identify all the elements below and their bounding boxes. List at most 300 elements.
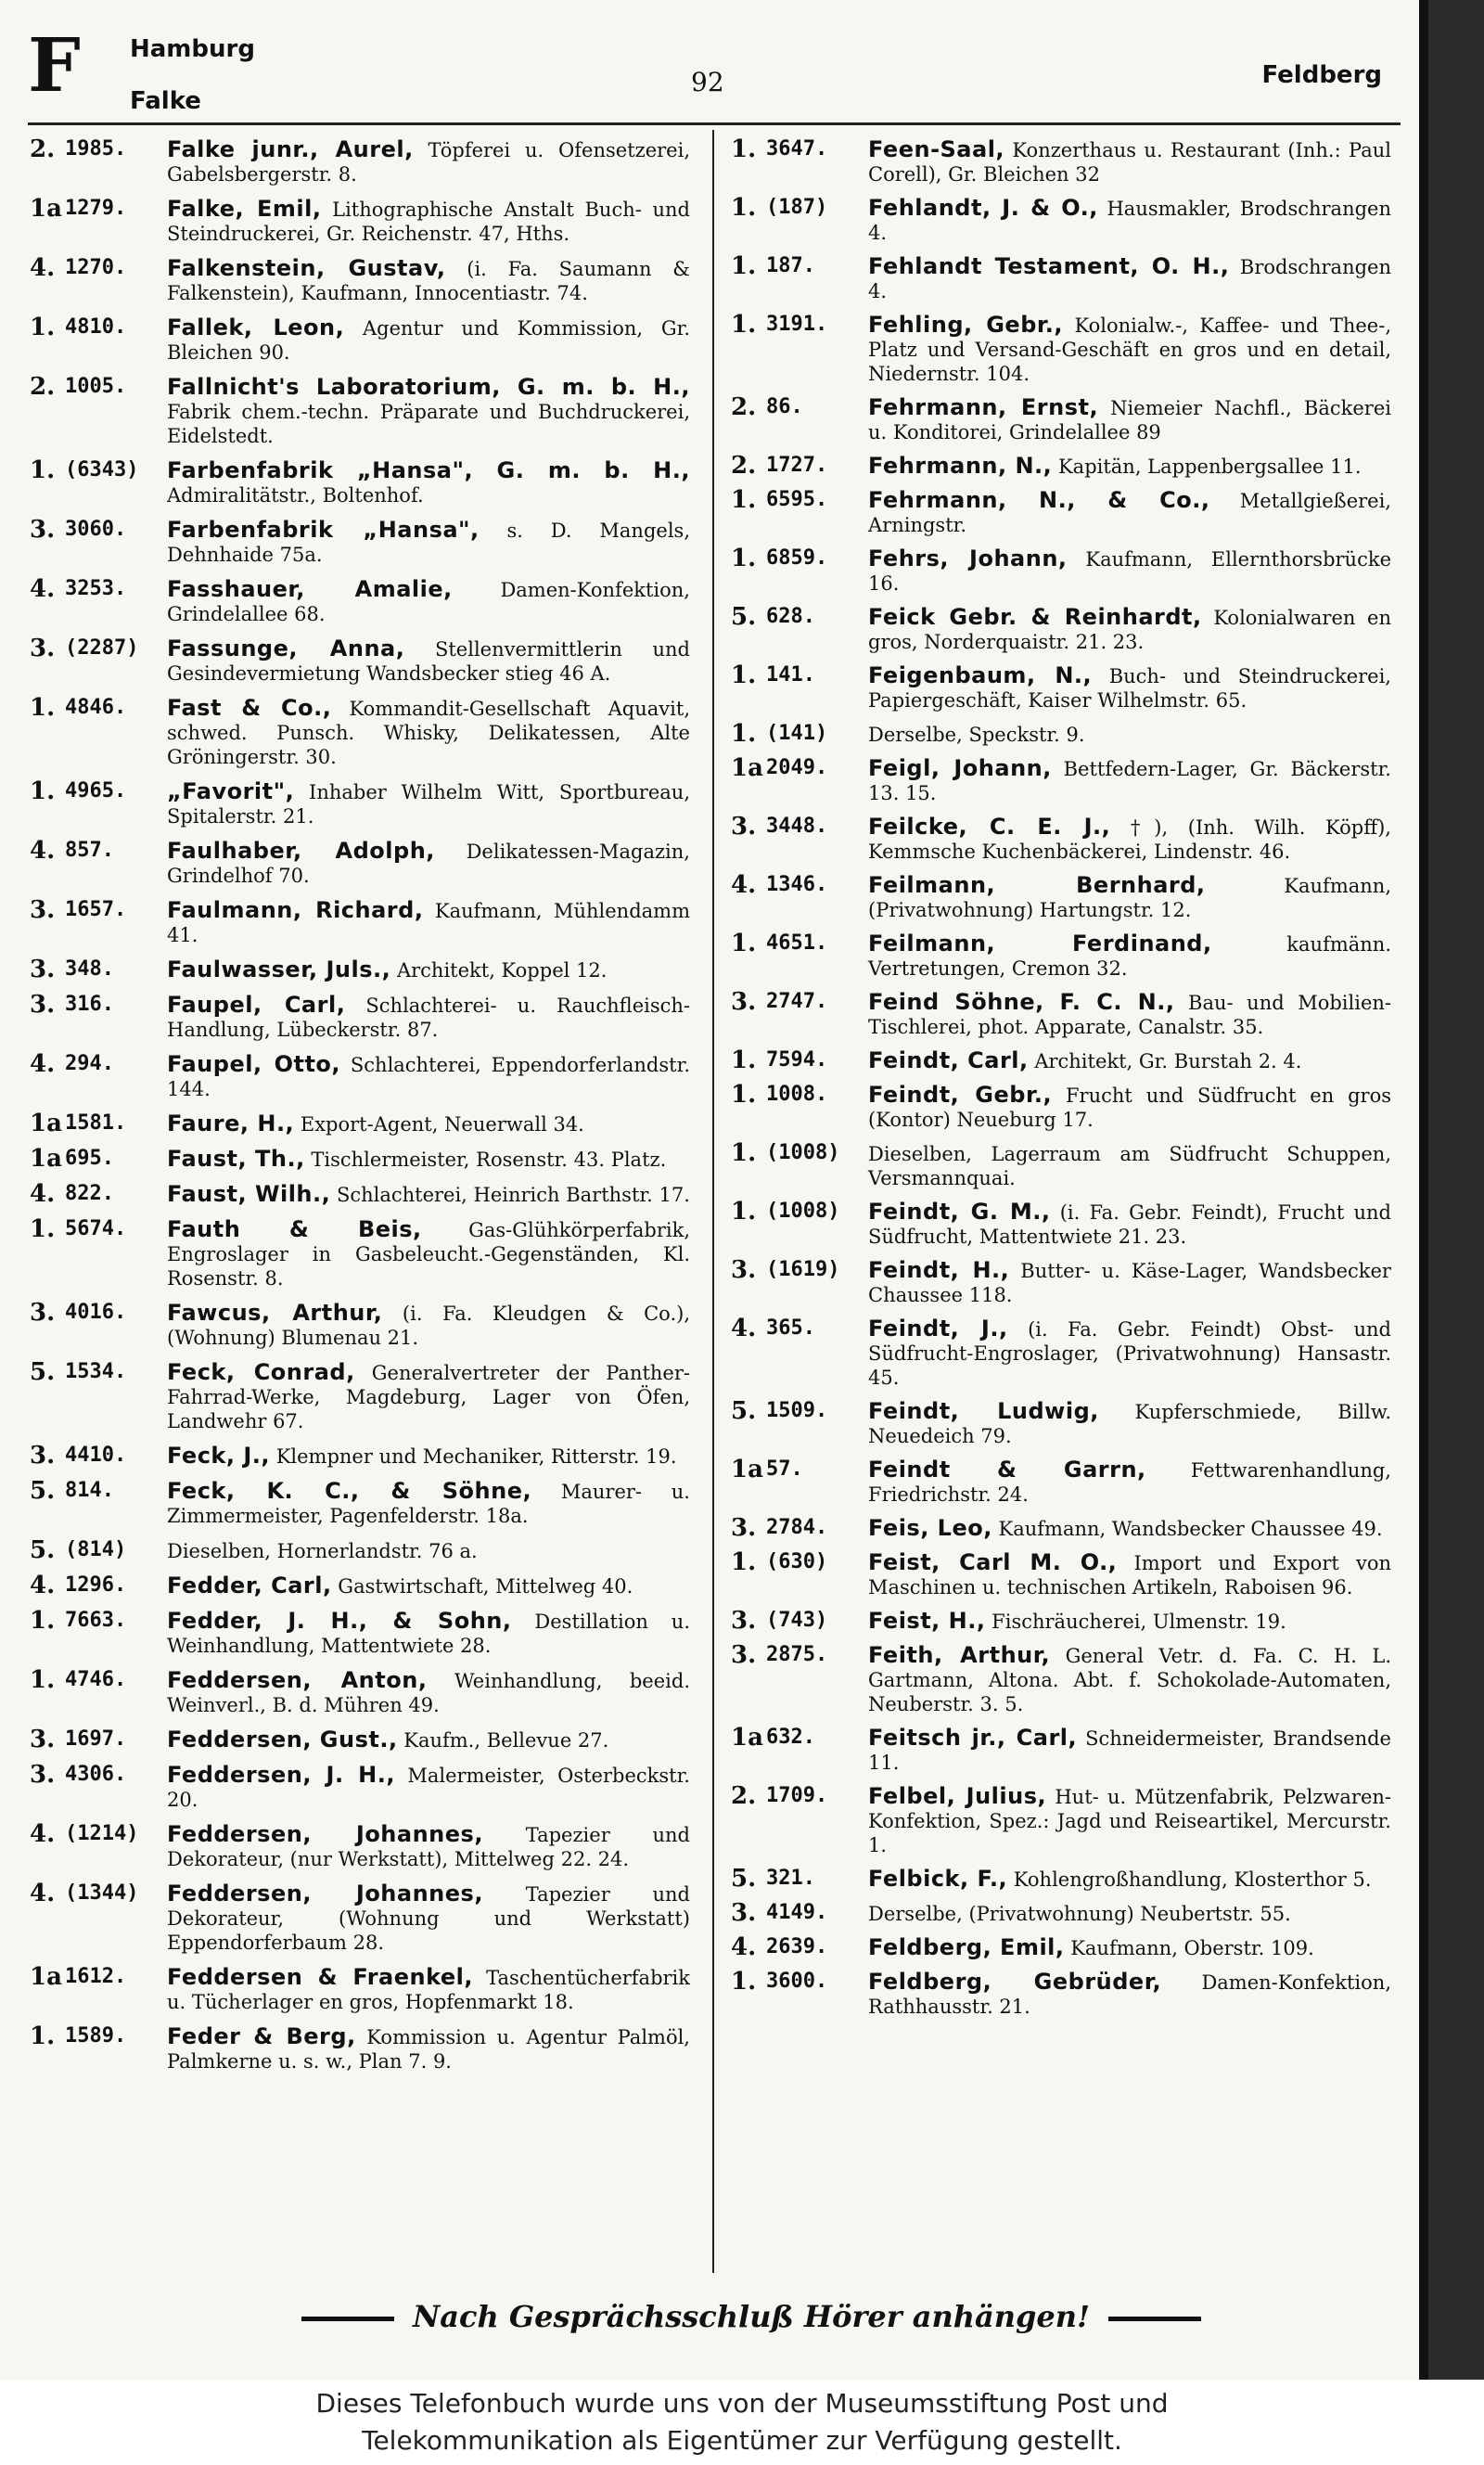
entry-body: [167, 636, 690, 686]
entry-details: Schlachterei, Eppendorferlandstr. 144.: [167, 1054, 690, 1100]
exchange-group: 2.: [30, 135, 56, 163]
entry-name: Farbenfabrik „Hansa", G. m. b. H.,: [167, 457, 690, 483]
phone-number: 3253.: [65, 577, 127, 600]
directory-entry: [731, 1048, 1391, 1073]
entry-details: †), (Inh. Wilh. Köpff), Kemmsche Kuchenbäckerei, Lindenstr. 46.: [868, 816, 1391, 863]
entry-details: Kommission u. Agentur Palmöl, Palmkerne u. s. w., Plan 7. 9.: [167, 2026, 690, 2073]
entry-name: Feck, Conrad,: [167, 1359, 355, 1385]
entry-body: [167, 1822, 690, 1871]
entry-name: Feilmann, Ferdinand,: [868, 931, 1212, 956]
entry-body: [167, 518, 690, 567]
entry-details: Dieselben, Lagerraum am Südfrucht Schuppen, Versmannquai.: [868, 1143, 1391, 1189]
directory-entry: [731, 1258, 1391, 1307]
entry-body: [167, 2024, 690, 2073]
directory-entry: [30, 1538, 690, 1563]
entry-body: [167, 1182, 690, 1207]
entry-body: [868, 137, 1391, 186]
directory-entry: [30, 375, 690, 448]
entry-details: General Vetr. d. Fa. C. H. L. Gartmann, Altona. Abt. f. Schokolade-Automaten, Neuberstr. 3. 5.: [868, 1645, 1391, 1715]
exchange-group: 1.: [30, 777, 56, 805]
directory-entry: [731, 546, 1391, 596]
exchange-group: 3.: [731, 988, 757, 1016]
caption-line-1: Dieses Telefonbuch wurde uns von der Museumsstiftung Post und: [315, 2388, 1169, 2419]
directory-entry: [731, 815, 1391, 864]
entry-name: Fehlandt, J. & O.,: [868, 195, 1098, 221]
entry-body: [167, 1301, 690, 1350]
entry-details: Stellenvermittlerin und Gesindevermietung Wandsbecker stieg 46 A.: [167, 638, 690, 685]
entry-body: [868, 756, 1391, 805]
entry-body: [868, 1609, 1391, 1634]
entry-name: Feddersen, Anton,: [167, 1667, 428, 1693]
entry-body: [868, 815, 1391, 864]
exchange-group: 1a: [30, 1110, 62, 1137]
exchange-group: 4.: [30, 254, 56, 282]
entry-details: Architekt, Koppel 12.: [396, 959, 608, 982]
entry-details: Kommandit-Gesellschaft Aquavit, schwed. Punsch. Whisky, Delikatessen, Alte Gröningerstr. 30.: [167, 698, 690, 768]
entry-name: Feilcke, C. E. J.,: [868, 814, 1111, 840]
phone-number: (814): [65, 1538, 127, 1561]
entry-details: Schneidermeister, Brandsende 11.: [868, 1727, 1391, 1774]
entry-name: Fehrmann, N.,: [868, 453, 1053, 479]
adjacent-page-edge: [1419, 0, 1484, 2380]
entry-name: Feindt, J.,: [868, 1316, 1008, 1342]
phone-number: 695.: [65, 1147, 114, 1170]
entry-body: [167, 137, 690, 186]
phone-number: 6859.: [766, 546, 828, 570]
exchange-group: 4.: [731, 871, 757, 899]
entry-details: Kolonialwaren en gros, Norderquaistr. 21. 23.: [868, 607, 1391, 653]
entry-name: Feck, K. C., & Söhne,: [167, 1478, 532, 1504]
exchange-group: 4.: [731, 1933, 757, 1961]
phone-number: 632.: [766, 1726, 815, 1749]
entry-details: Kaufm., Bellevue 27.: [403, 1729, 609, 1752]
directory-entry: [731, 1083, 1391, 1132]
footer-note: [223, 2299, 1280, 2334]
phone-number: 3060.: [65, 518, 127, 541]
page-header: [28, 21, 1401, 121]
phone-number: 4306.: [65, 1763, 127, 1786]
entry-name: Falke, Emil,: [167, 196, 322, 222]
entry-body: [868, 663, 1391, 713]
entry-body: [167, 1147, 690, 1172]
directory-entry: [731, 1457, 1391, 1507]
entry-details: Schlachterei, Heinrich Barthstr. 17.: [336, 1184, 690, 1206]
exchange-group: 1.: [731, 1139, 757, 1167]
phone-number: 1270.: [65, 256, 127, 279]
entry-details: (i. Fa. Gebr. Feindt), Frucht und Südfrucht, Mattentwiete 21. 23.: [868, 1201, 1391, 1248]
exchange-group: 1.: [731, 720, 757, 748]
entry-name: Farbenfabrik „Hansa",: [167, 517, 480, 543]
exchange-group: 3.: [30, 956, 56, 983]
entry-body: [868, 454, 1391, 479]
phone-number: (1344): [65, 1881, 139, 1905]
entry-body: [167, 839, 690, 888]
entry-name: Feder & Berg,: [167, 2023, 356, 2049]
entry-name: Feindt & Garrn,: [868, 1457, 1146, 1483]
entry-name: Fasshauer, Amalie,: [167, 576, 453, 602]
entry-body: [167, 1573, 690, 1598]
entry-body: [868, 1048, 1391, 1073]
entry-details: Inhaber Wilhelm Witt, Sportbureau, Spitalerstr. 21.: [167, 781, 690, 828]
exchange-group: 4.: [30, 1572, 56, 1599]
entry-body: [167, 779, 690, 828]
entry-body: [868, 546, 1391, 596]
entry-name: Feist, Carl M. O.,: [868, 1549, 1118, 1575]
directory-entry: [30, 137, 690, 186]
directory-entry: [731, 1784, 1391, 1857]
exchange-group: 1.: [30, 456, 56, 484]
phone-number: 1346.: [766, 873, 828, 896]
entry-details: Tapezier und Dekorateur, (Wohnung und Werkstatt) Eppendorferbaum 28.: [167, 1883, 690, 1954]
exchange-group: 1.: [30, 1607, 56, 1635]
directory-entry: [30, 1182, 690, 1207]
exchange-group: 5.: [731, 603, 757, 631]
entry-details: Frucht und Südfrucht en gros (Kontor) Neueburg 17.: [868, 1085, 1391, 1131]
directory-entry: [30, 839, 690, 888]
phone-number: 857.: [65, 839, 114, 862]
header-range-start: Falke: [130, 87, 201, 115]
exchange-group: 5.: [731, 1865, 757, 1893]
phone-number: 5674.: [65, 1217, 127, 1240]
entry-body: [868, 395, 1391, 444]
directory-entry: [731, 873, 1391, 922]
entry-details: Kaufmann, (Privatwohnung) Hartungstr. 12.: [868, 875, 1391, 921]
entry-body: [868, 605, 1391, 654]
entry-body: [167, 458, 690, 507]
entry-name: Fedder, Carl,: [167, 1573, 332, 1598]
exchange-group: 1.: [731, 1198, 757, 1226]
directory-entry: [731, 1200, 1391, 1249]
exchange-group: 1.: [731, 1081, 757, 1109]
entry-name: Feldberg, Gebrüder,: [868, 1969, 1162, 1995]
entry-body: [868, 254, 1391, 303]
entry-name: Faure, H.,: [167, 1111, 295, 1136]
entry-name: Feddersen, J. H.,: [167, 1762, 395, 1788]
entry-details: Gastwirtschaft, Mittelweg 40.: [338, 1575, 633, 1598]
entry-details: Hut- u. Mützenfabrik, Pelzwaren-Konfektion, Spez.: Jagd und Reiseartikel, Mercurstr. 1.: [868, 1786, 1391, 1856]
directory-entry: [30, 256, 690, 305]
entry-body: [167, 256, 690, 305]
entry-body: [167, 197, 690, 246]
phone-number: 1581.: [65, 1111, 127, 1135]
directory-entry: [731, 254, 1391, 303]
exchange-group: 3.: [30, 1442, 56, 1470]
directory-entry: [731, 1643, 1391, 1716]
entry-details: Konzerthaus u. Restaurant (Inh.: Paul Corell), Gr. Bleichen 32: [868, 139, 1391, 186]
entry-body: [167, 315, 690, 365]
entry-details: Weinhandlung, beeid. Weinverl., B. d. Mühren 49.: [167, 1670, 690, 1716]
directory-entry: [30, 315, 690, 365]
directory-entry: [30, 779, 690, 828]
section-letter: F: [28, 21, 81, 109]
entry-name: Feen-Saal,: [868, 136, 1005, 162]
phone-number: (6343): [65, 458, 139, 481]
entry-body: [868, 1970, 1391, 2019]
phone-number: 1709.: [766, 1784, 828, 1807]
entry-name: Fast & Co.,: [167, 695, 332, 721]
exchange-group: 5.: [731, 1397, 757, 1425]
exchange-group: 5.: [30, 1536, 56, 1564]
entry-details: Maurer- u. Zimmermeister, Pagenfelderstr. 18a.: [167, 1481, 690, 1527]
entry-details: Tapezier und Dekorateur, (nur Werkstatt), Mittelweg 22. 24.: [167, 1824, 690, 1870]
entry-name: Feith, Arthur,: [868, 1642, 1051, 1668]
entry-details: Kapitän, Lappenbergsallee 11.: [1057, 456, 1362, 478]
entry-details: (i. Fa. Gebr. Feindt) Obst- und Südfrucht-Engroslager, (Privatwohnung) Hansastr. 45.: [868, 1318, 1391, 1389]
entry-body: [167, 993, 690, 1042]
entry-details: Schlachterei- u. Rauchfleisch-Handlung, Lübeckerstr. 87.: [167, 995, 690, 1041]
directory-entry: [30, 1111, 690, 1136]
directory-entry: [731, 1516, 1391, 1541]
directory-entry: [731, 1141, 1391, 1190]
entry-details: Gas-Glühkörperfabrik, Engroslager in Gasbeleucht.-Gegenständen, Kl. Rosenstr. 8.: [167, 1219, 690, 1290]
phone-number: (187): [766, 196, 828, 219]
entry-details: Metallgießerei, Arningstr.: [868, 490, 1391, 536]
directory-entry: [30, 1217, 690, 1290]
phone-number: 1657.: [65, 898, 127, 921]
entry-name: Feck, J.,: [167, 1443, 271, 1469]
exchange-group: 2.: [731, 1782, 757, 1810]
entry-body: [868, 1083, 1391, 1132]
phone-number: 4651.: [766, 931, 828, 955]
exchange-group: 1.: [731, 486, 757, 514]
phone-number: 316.: [65, 993, 114, 1016]
directory-entry: [731, 137, 1391, 186]
entry-body: [167, 577, 690, 626]
entry-details: Brodschrangen 4.: [868, 256, 1391, 302]
entry-name: Faupel, Carl,: [167, 992, 346, 1018]
entry-body: [868, 1141, 1391, 1190]
directory-entry: [731, 1970, 1391, 2019]
exchange-group: 4.: [30, 1180, 56, 1208]
entry-details: Butter- u. Käse-Lager, Wandsbecker Chaussee 118.: [868, 1260, 1391, 1306]
entry-details: Kolonialw.-, Kaffee- und Thee-, Platz und Versand-Geschäft en gros und en detail, Niedernstr. 104.: [868, 315, 1391, 385]
directory-entry: [30, 2024, 690, 2073]
entry-name: Felbel, Julius,: [868, 1783, 1047, 1809]
directory-entry: [731, 756, 1391, 805]
entry-name: Felbick, F.,: [868, 1866, 1008, 1892]
phone-number: 4016.: [65, 1301, 127, 1324]
entry-body: [868, 873, 1391, 922]
entry-name: Fauth & Beis,: [167, 1216, 422, 1242]
entry-name: Feis, Leo,: [868, 1515, 992, 1541]
entry-body: [167, 1217, 690, 1290]
entry-body: [167, 1052, 690, 1101]
entry-name: Fehrs, Johann,: [868, 546, 1068, 571]
entry-details: Malermeister, Osterbeckstr. 20.: [167, 1765, 690, 1811]
directory-entry: [30, 636, 690, 686]
phone-number: 1296.: [65, 1573, 127, 1597]
entry-details: s. D. Mangels, Dehnhaide 75a.: [167, 520, 690, 566]
exchange-group: 4.: [30, 1820, 56, 1848]
entry-body: [167, 957, 690, 982]
entry-details: (i. Fa. Kleudgen & Co.), (Wohnung) Blumenau 21.: [167, 1303, 690, 1349]
right-column: [731, 137, 1391, 2028]
directory-entry: [30, 458, 690, 507]
exchange-group: 4.: [30, 837, 56, 865]
directory-entry: [731, 722, 1391, 747]
entry-body: [868, 1867, 1391, 1892]
entry-name: Fassunge, Anna,: [167, 636, 405, 661]
phone-number: 3647.: [766, 137, 828, 160]
footer-dash-right: [1108, 2317, 1201, 2321]
entry-details: Lithographische Anstalt Buch- und Steindruckerei, Gr. Reichenstr. 47, Hths.: [167, 199, 690, 245]
entry-body: [167, 1479, 690, 1528]
phone-number: 3448.: [766, 815, 828, 838]
phone-number: 1589.: [65, 2024, 127, 2048]
phone-number: (1214): [65, 1822, 139, 1845]
entry-body: [868, 1258, 1391, 1307]
entry-body: [167, 1538, 690, 1563]
entry-name: Faulwasser, Juls.,: [167, 956, 391, 982]
entry-body: [868, 488, 1391, 537]
phone-number: 2747.: [766, 990, 828, 1013]
phone-number: 1008.: [766, 1083, 828, 1106]
directory-entry: [731, 196, 1391, 245]
entry-details: Architekt, Gr. Burstah 2. 4.: [1034, 1050, 1302, 1072]
entry-details: Fischräucherei, Ulmenstr. 19.: [991, 1611, 1286, 1633]
exchange-group: 1.: [30, 1215, 56, 1243]
page-number: 92: [691, 67, 724, 97]
exchange-group: 4.: [30, 575, 56, 603]
entry-details: Delikatessen-Magazin, Grindelhof 70.: [167, 841, 690, 887]
entry-body: [868, 1935, 1391, 1960]
exchange-group: 1a: [731, 754, 763, 782]
header-city: Hamburg: [130, 35, 255, 63]
entry-body: [167, 1444, 690, 1469]
directory-entry: [30, 1573, 690, 1598]
directory-entry: [731, 488, 1391, 537]
entry-name: Feindt, Gebr.,: [868, 1082, 1053, 1108]
entry-details: Töpferei u. Ofensetzerei, Gabelsbergerstr. 8.: [167, 139, 690, 186]
exchange-group: 3.: [731, 1256, 757, 1284]
exchange-group: 1.: [731, 661, 757, 689]
directory-entry: [30, 1822, 690, 1871]
footer-note-text: Nach Gesprächsschluß Hörer anhängen!: [412, 2299, 1091, 2334]
exchange-group: 4.: [30, 1880, 56, 1907]
entry-details: Kaufmann, Mühlendamm 41.: [167, 900, 690, 946]
directory-entry: [731, 454, 1391, 479]
entry-body: [868, 196, 1391, 245]
entry-name: Falke junr., Aurel,: [167, 136, 414, 162]
entry-name: Fallnicht's Laboratorium, G. m. b. H.,: [167, 374, 690, 400]
exchange-group: 1.: [731, 252, 757, 280]
entry-name: Fehlandt Testament, O. H.,: [868, 253, 1230, 279]
entry-name: Fawcus, Arthur,: [167, 1300, 383, 1326]
directory-entry: [30, 577, 690, 626]
exchange-group: 2.: [731, 393, 757, 421]
entry-body: [868, 1516, 1391, 1541]
exchange-group: 1.: [731, 545, 757, 572]
entry-body: [868, 1784, 1391, 1857]
entry-details: Destillation u. Weinhandlung, Mattentwiete 28.: [167, 1611, 690, 1657]
exchange-group: 1.: [731, 930, 757, 957]
entry-body: [868, 931, 1391, 981]
phone-number: 3191.: [766, 313, 828, 336]
directory-entry: [731, 1726, 1391, 1775]
exchange-group: 1.: [731, 135, 757, 163]
directory-entry: [731, 1935, 1391, 1960]
phone-number: 187.: [766, 254, 815, 277]
archive-caption: [0, 2380, 1484, 2465]
directory-entry: [30, 1727, 690, 1752]
phone-number: 141.: [766, 663, 815, 687]
left-column: [30, 137, 690, 2084]
entry-body: [868, 313, 1391, 386]
directory-entry: [30, 957, 690, 982]
phone-number: 1509.: [766, 1399, 828, 1422]
entry-name: Feindt, G. M.,: [868, 1199, 1051, 1225]
directory-entry: [30, 1052, 690, 1101]
phone-number: 348.: [65, 957, 114, 981]
entry-name: Feigl, Johann,: [868, 755, 1052, 781]
exchange-group: 3.: [30, 1761, 56, 1789]
entry-name: Faust, Wilh.,: [167, 1181, 331, 1207]
exchange-group: 4.: [731, 1315, 757, 1342]
phone-number: 7594.: [766, 1048, 828, 1072]
entry-name: Fehling, Gebr.,: [868, 312, 1064, 338]
entry-details: Tischlermeister, Rosenstr. 43. Platz.: [311, 1149, 667, 1171]
phone-number: (1008): [766, 1200, 840, 1223]
directory-entry: [30, 518, 690, 567]
directory-entry: [731, 663, 1391, 713]
phone-number: (1008): [766, 1141, 840, 1164]
exchange-group: 3.: [731, 1899, 757, 1927]
entry-name: Feldberg, Emil,: [868, 1934, 1065, 1960]
phone-number: 321.: [766, 1867, 815, 1890]
entry-details: Derselbe, Speckstr. 9.: [868, 724, 1085, 746]
entry-details: Kohlengroßhandlung, Klosterthor 5.: [1013, 1868, 1372, 1891]
entry-body: [167, 1965, 690, 2014]
entry-details: Niemeier Nachfl., Bäckerei u. Konditorei, Grindelallee 89: [868, 397, 1391, 443]
directory-entry: [30, 1444, 690, 1469]
entry-details: Hausmakler, Brodschrangen 4.: [868, 198, 1391, 244]
exchange-group: 3.: [30, 896, 56, 924]
phone-number: 6595.: [766, 488, 828, 511]
entry-body: [868, 990, 1391, 1039]
phone-number: 4410.: [65, 1444, 127, 1467]
exchange-group: 1.: [731, 1046, 757, 1074]
phone-number: 86.: [766, 395, 803, 418]
directory-entry: [30, 197, 690, 246]
exchange-group: 3.: [30, 991, 56, 1019]
entry-name: Faulhaber, Adolph,: [167, 838, 435, 864]
entry-name: Feindt, Ludwig,: [868, 1398, 1099, 1424]
entry-name: Feist, H.,: [868, 1608, 986, 1634]
exchange-group: 5.: [30, 1477, 56, 1505]
entry-details: (i. Fa. Saumann & Falkenstein), Kaufmann, Innocentiastr. 74.: [167, 258, 691, 304]
entry-details: Bettfedern-Lager, Gr. Bäckerstr. 13. 15.: [868, 758, 1391, 804]
entry-name: Faupel, Otto,: [167, 1051, 341, 1077]
phone-number: 822.: [65, 1182, 114, 1205]
exchange-group: 3.: [731, 1607, 757, 1635]
entry-details: Admiralitätstr., Boltenhof.: [167, 484, 424, 507]
directory-entry: [30, 1479, 690, 1528]
entry-body: [868, 1726, 1391, 1775]
exchange-group: 1.: [30, 2022, 56, 2050]
phone-number: 365.: [766, 1316, 815, 1340]
exchange-group: 1a: [731, 1456, 763, 1483]
phone-number: 814.: [65, 1479, 114, 1502]
directory-entry: [731, 990, 1391, 1039]
entry-details: Kupferschmiede, Billw. Neuedeich 79.: [868, 1401, 1391, 1447]
entry-name: Feindt, H.,: [868, 1257, 1010, 1283]
entry-name: Feick Gebr. & Reinhardt,: [868, 604, 1202, 630]
directory-entry: [30, 1881, 690, 1955]
entry-details: Import und Export von Maschinen u. technischen Artikeln, Raboisen 96.: [868, 1552, 1391, 1598]
entry-details: Derselbe, (Privatwohnung) Neubertstr. 55.: [868, 1903, 1291, 1925]
entry-body: [868, 1457, 1391, 1507]
directory-entry: [30, 1301, 690, 1350]
